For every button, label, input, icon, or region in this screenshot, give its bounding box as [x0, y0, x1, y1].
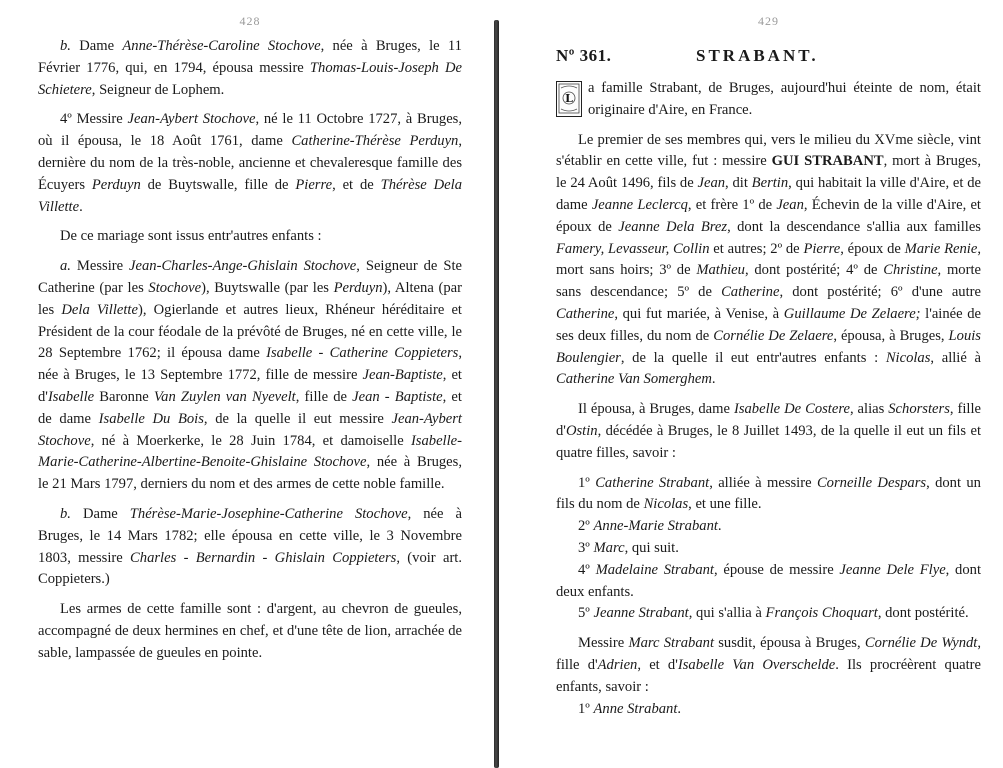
paragraph-jean-aybert: 4º Messire Jean-Aybert Stochove, né le 11 Octobre 1727, à Bruges, où il épousa, le 18 Août 1761, dame Catherine-Thérèse Perduyn, dernière du nom de la très-noble, ancienne et chevaleresque famille des Écuyers Perduyn de Buytswalle, fille de Pierre, et de Thérèse Dela Villette.	[38, 111, 463, 215]
intro-block	[556, 78, 981, 122]
left-page	[0, 0, 490, 768]
list-item: 5º Jeanne Strabant, qui s'allia à François Choquart, dont postérité.	[578, 605, 969, 622]
list-item: 4º Madelaine Strabant, épouse de messire Jeanne Dele Flye, dont deux enfants.	[556, 561, 981, 600]
page-number-right: 429	[758, 14, 779, 28]
paragraph-arms: Les armes de cette famille sont : d'argent, au chevron de gueules, accompagné de deux hermines en chef, et d'une tête de lion, arrachée de sable, lampassée de gueules en pointe.	[38, 601, 462, 661]
paragraph-anne-therese: b. Dame Anne-Thérèse-Caroline Stochove, née à Bruges, le 11 Février 1776, qui, en 1794, épousa messire Thomas-Louis-Joseph De Schietere, Seigneur de Lophem.	[38, 38, 462, 98]
paragraph-intro: a famille Strabant, de Bruges, aujourd'hui éteinte de nom, était originaire d'Aire, en France.	[588, 80, 981, 118]
paragraph-children-intro: De ce mariage sont issus entr'autres enfants :	[60, 228, 322, 245]
ornamental-initial-icon	[556, 81, 582, 117]
list-item: 1º Catherine Strabant, alliée à messire Corneille Despars, dont un fils du nom de Nicolas, et une fille.	[556, 474, 981, 513]
paragraph-therese-marie: b. Dame Thérèse-Marie-Josephine-Catherine Stochove, née à Bruges, le 14 Mars 1782; elle épousa en cette ville, le 3 Novembre 1803, messire Charles - Bernardin - Ghislain Coppieters, (voir art. Coppieters.)	[38, 505, 463, 588]
page-number-left: 428	[239, 14, 261, 28]
paragraph-gui-strabant: Le premier de ses membres qui, vers le milieu du XVme siècle, vint s'établir en cette ville, fut : messire GUI STRABANT, mort à Bruges, le 24 Août 1496, fils de Jean, dit Bertin, qui habitait la ville d'Aire, et de dame Jeanne Leclercq, et frère 1º de Jean, Échevin de la ville d'Aire, et époux de Jeanne Dela Brez, dont la descendance s'allia aux familles Famery, Levasseur, Collin et autres; 2º de Pierre, époux de Marie Renie, mort sans hoirs; 3º de Mathieu, dont postérité; 4º de Christine, morte sans descendance; 5º de Catherine, dont postérité; 6º d'une autre Catherine, qui fut mariée, à Venise, à Guillaume De Zelaere; l'ainée de ses deux filles, du nom de Cornélie De Zelaere, épousa, à Bruges, Louis Boulengier, de la quelle il eut entr'autres enfants : Nicolas, allié à Catherine Van Somerghem.	[556, 131, 981, 388]
right-page	[510, 0, 1003, 768]
svg-text:L: L	[565, 92, 573, 105]
list-item: 2º Anne-Marie Strabant.	[578, 518, 722, 535]
entry-number: Nº 361.	[556, 46, 612, 65]
entry-header	[556, 46, 981, 66]
paragraph-marc-strabant: Messire Marc Strabant susdit, épousa à Bruges, Cornélie De Wyndt, fille d'Adrien, et d'Isabelle Van Overschelde. Ils procréèrent quatre enfants, savoir :	[556, 635, 982, 695]
paragraph-marriage: Il épousa, à Bruges, dame Isabelle De Costere, alias Schorsters, fille d'Ostin, décédée à Bruges, le 8 Juillet 1493, de la quelle il eut un fils et quatre filles, savoir :	[556, 401, 981, 461]
book-gutter	[494, 20, 499, 768]
list-item: 3º Marc, qui suit.	[578, 539, 679, 556]
paragraph-jean-charles: a. Messire Jean-Charles-Ange-Ghislain Stochove, Seigneur de Ste Catherine (par les Stochove), Buytswalle (par les Perduyn), Altena (par les Dela Villette), Ogierlande et autres lieux, Rhéneur héréditaire et Président de la cour féodale de la prévôté de Bruges, né en cette ville, le 28 Septembre 1762; il épousa dame Isabelle - Catherine Coppieters, née à Bruges, le 13 Septembre 1772, fille de messire Jean-Baptiste, et d'Isabelle Baronne Van Zuylen van Nyevelt, fille de Jean - Baptiste, et de dame Isabelle Du Bois, de la quelle il eut messire Jean-Aybert Stochove, né à Moerkerke, le 28 Juin 1784, et damoiselle Isabelle-Marie-Catherine-Albertine-Benoite-Ghislaine Stochove, née à Bruges, le 21 Mars 1797, derniers du nom et des armes de cette noble famille.	[38, 258, 463, 493]
entry-title: STRABANT.	[696, 46, 819, 65]
list-item: 1º Anne Strabant.	[578, 700, 682, 717]
